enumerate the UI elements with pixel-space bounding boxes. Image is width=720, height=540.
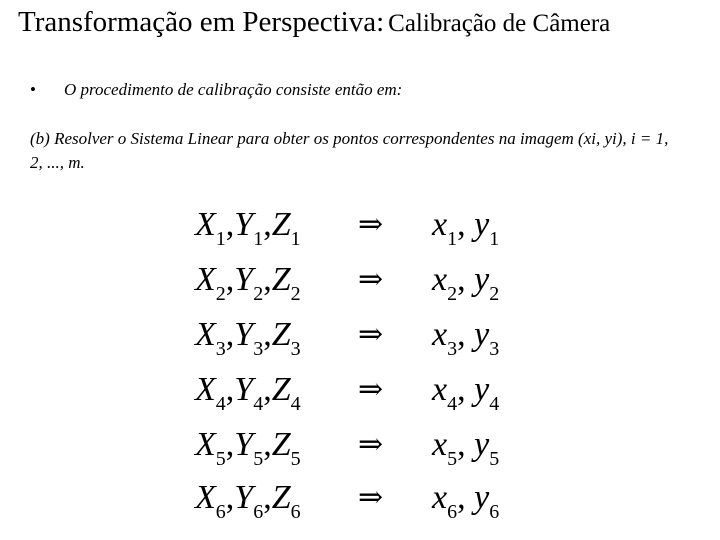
bullet-icon: • [30,80,36,99]
equation-row [0,309,720,361]
world-coordinates: $X_3,Y_3,Z_3$ [195,316,301,360]
implies-arrow-icon: ⇒ [358,427,384,462]
image-coordinates: $x_6$, $y_6$ [432,479,500,523]
image-coordinates: $x_3$, $y_3$ [432,316,500,360]
implies-arrow-icon: ⇒ [358,262,384,297]
world-coordinates: $X_2,Y_2,Z_2$ [195,261,301,305]
implies-arrow-icon: ⇒ [358,207,384,242]
bullet-item [30,78,402,102]
bullet-text: O procedimento de calibração consiste então em: [64,80,403,99]
step-paragraph: (b) Resolver o Sistema Linear para obter os pontos correspondentes na imagem (xi, yi), i = 1, 2, ..., m. [30,129,669,172]
equation-row [0,254,720,306]
image-coordinates: $x_4$, $y_4$ [432,371,500,415]
equation-row [0,419,720,471]
implies-arrow-icon: ⇒ [358,480,384,515]
equation-row [0,472,720,524]
title-subtitle: Calibração de Câmera [388,10,611,37]
implies-arrow-icon: ⇒ [358,372,384,407]
equation-row [0,364,720,416]
title-main: Transformação em Perspectiva: [18,6,385,38]
world-coordinates: $X_5,Y_5,Z_5$ [195,426,301,470]
image-coordinates: $x_5$, $y_5$ [432,426,500,470]
equation-row [0,199,720,251]
world-coordinates: $X_6,Y_6,Z_6$ [195,479,301,523]
slide-title [18,4,610,45]
world-coordinates: $X_4,Y_4,Z_4$ [195,371,301,415]
image-coordinates: $x_1$, $y_1$ [432,206,500,250]
image-coordinates: $x_2$, $y_2$ [432,261,500,305]
implies-arrow-icon: ⇒ [358,317,384,352]
world-coordinates: $X_1,Y_1,Z_1$ [195,206,301,250]
